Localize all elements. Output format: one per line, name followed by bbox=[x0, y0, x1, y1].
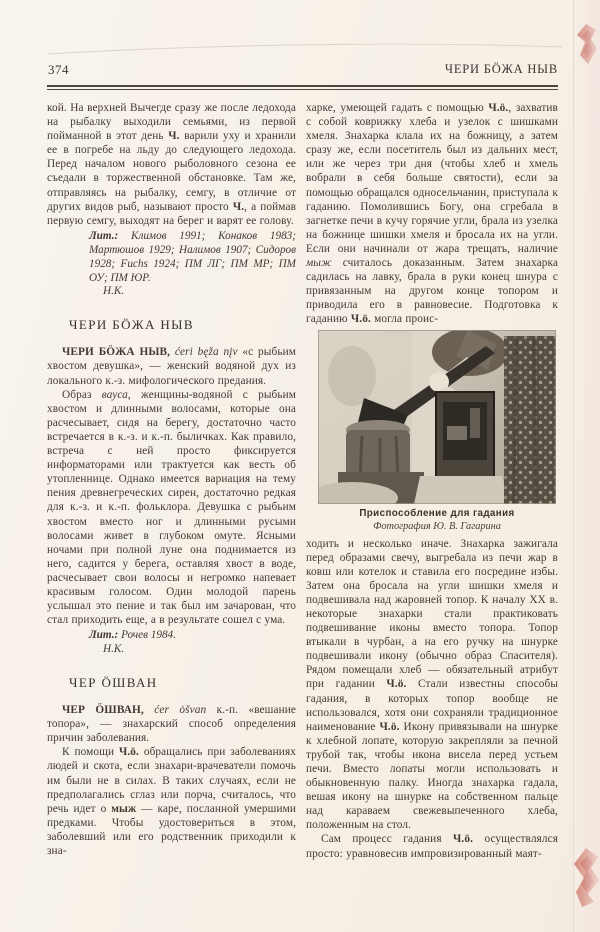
text-segment: Ч.ӧ. bbox=[386, 678, 407, 691]
page-curl-line bbox=[0, 0, 600, 60]
text-segment: , захватив с собой коврижку хлеба и узелок с шишками хмеля. Знахарка клала их на божницу, а затем сразу же, если посетитель был из дальних мест, или же через три дня (чтобы хлеб и хмель вобрали в себя больше святости), если за помощью обращался односельчанин, приступала к гаданию. Помолившись Богу, она сгребала в загнетке печи в кучу горячие угли, брала из узелка на божнице шишки хмеля и бросала их на угли. Если они начинали от жара трещать, наличие bbox=[306, 102, 558, 255]
text-segment: Икону привязывали на шнурке к хлебной лопате, которую закрепляли за печной трубой так, чтобы икона висела перед устьем печи. Вместо лопаты могли использовать и обыкновенную палку. Иногда знахарка гадала, вешая икону на шнурке на собственном пальце над караваем свежевыпеченного хлеба, положенным на стол. bbox=[306, 720, 558, 832]
text-segment: могла проис- bbox=[370, 313, 439, 326]
text-segment: Ч.ӧ. bbox=[453, 833, 474, 846]
header-rule bbox=[47, 85, 558, 90]
red-edge-mark-top-icon bbox=[574, 24, 598, 68]
text-segment: варили уху и хранили ее в погребе на льду до следующего ледохода. Перед началом нового рыболовного сезона ее съедали в торжественной обстановке. Там же, отправляясь на рыбалку, семгу, в отличие от других видов рыб, называют просто bbox=[47, 130, 296, 213]
literature-block bbox=[89, 230, 296, 300]
red-edge-mark-bottom-icon bbox=[572, 848, 600, 908]
text-segment: Климов 1991; Конаков 1983; Мартюшов 1929; Налимов 1907; Сидоров 1928; Fuchs 1924; ПМ ЛГ; ПМ МР; ПМ ОУ; ПМ ЮР. bbox=[89, 229, 296, 284]
text-segment: осуществлялся просто: уравновесив импровизированный маят- bbox=[306, 833, 558, 860]
text-segment: обращались при заболеваниях людей и скота, если знахари-врачеватели помочь им были не в силах. В таких случаях, если не предполагались сглаз или порча, считалось, что речь идет о bbox=[47, 746, 296, 815]
text-segment: харке, умеющей гадать с помощью bbox=[306, 102, 489, 114]
text-segment: — каре, посланной умершими предками. Чтобы удостовериться в этом, заболевший или его родственник приходили к зна- bbox=[47, 802, 296, 857]
right-column bbox=[306, 101, 558, 861]
text-segment: считалось доказанным. Затем знахарка садилась на лавку, брала в руки конец шнура с привязанным на другом конце топором и приводила его в равновесие. Подготовка к гаданию bbox=[306, 257, 558, 326]
entry-body bbox=[47, 388, 296, 628]
text-segment: Ч.ӧ. bbox=[379, 720, 400, 733]
text-segment bbox=[144, 704, 154, 716]
caption-title: Приспособление для гадания bbox=[359, 507, 515, 519]
author-initials: Н.К. bbox=[103, 285, 125, 298]
text-segment: Ч.ӧ. bbox=[118, 746, 139, 759]
caption-credit: Фотография Ю. В. Гагарина bbox=[373, 520, 501, 532]
text-segment: мыж bbox=[111, 802, 137, 815]
text-segment: Лит.: bbox=[89, 229, 119, 242]
text-segment: Ч. bbox=[168, 130, 180, 143]
text-segment: мыж bbox=[306, 257, 332, 270]
text-segment: Образ bbox=[62, 388, 102, 401]
paragraph-continuation bbox=[306, 101, 558, 327]
entry-body bbox=[47, 745, 296, 858]
text-segment: , а поймав первую семгу, выходят на берег и варят ее голову. bbox=[47, 200, 296, 227]
running-head: ЧЕРИ БӦЖА НЫВ bbox=[444, 62, 558, 76]
figure bbox=[318, 330, 556, 533]
stand bbox=[414, 476, 510, 504]
text-segment: Лит.: bbox=[89, 629, 119, 642]
text-segment: Ч. bbox=[232, 200, 245, 213]
text-segment: к.-п. «вешание топора», — знахарский способ определения причин заболевания. bbox=[47, 704, 296, 745]
page-number: 374 bbox=[48, 62, 69, 77]
text-segment: Стали известны способы гадания, в которых топор вообще не использовался, хотя они сохраняли традиционное наименование bbox=[306, 678, 559, 733]
text-segment: Ч.ӧ. bbox=[350, 313, 371, 326]
left-column bbox=[47, 101, 296, 858]
entry-heading-cheri-bozha-nyv: ЧЕРИ БӦЖА НЫВ bbox=[69, 317, 194, 333]
text-segment: вауса bbox=[101, 388, 128, 401]
page-edge-shading bbox=[573, 0, 600, 932]
paragraph-continuation bbox=[47, 101, 296, 228]
text-segment: ЧЕР ӦШВАН, bbox=[62, 704, 144, 717]
text-segment: ćer ȯšvan bbox=[154, 704, 207, 717]
literature-block bbox=[89, 629, 296, 657]
literature-references bbox=[89, 230, 296, 286]
text-segment: Рочев 1984. bbox=[118, 629, 176, 642]
text-segment: кой. На верхней Вычегде сразу же после ледохода на рыбалку выходили семьями, из первой пойманной в этот день bbox=[47, 102, 296, 143]
text-segment: «с рыбьим хвостом девушка», — женский водяной дух из локального к.-з. мифологического предания. bbox=[47, 346, 296, 387]
author-initials: Н.К. bbox=[103, 643, 125, 656]
paragraph bbox=[306, 832, 558, 860]
patterned-curtain bbox=[504, 336, 556, 504]
divination-photo bbox=[318, 330, 556, 504]
literature-references bbox=[89, 629, 296, 643]
photo-caption bbox=[318, 508, 556, 533]
text-segment: К помощи bbox=[62, 746, 119, 759]
text-segment: ходить и несколько иначе. Знахарка зажигала перед образами свечу, выгребала из печи жар в ковш или котелок и ставила его посредине избы. Затем она бросала на угли шишки хмеля и подвешивала над жаровней топор. К началу XX в. некоторые знахарки стали практиковать подвешивание иконы вместо топора. Топор втыкали в чурбан, а на его ручку на шнурке подвешивали икону (обычно образ Спасителя). Рядом помещали хлеб — обязательный атрибут при гадании bbox=[306, 537, 558, 691]
text-segment: Ч.ӧ. bbox=[488, 102, 509, 114]
entry-definition bbox=[47, 345, 296, 387]
text-segment: ЧЕРИ БӦЖА НЫВ, bbox=[62, 346, 171, 359]
text-segment: , женщины-водяной с рыбьим хвостом и длинными волосами, которые она расчесывает, сидя на берегу, достаточно часто встречается в к.-з. и к.-п. быличках. Как правило, встреча с ней просто фиксируется информаторами или трактуется как весть об утопленнице. Однако имеется вариация на тему пения древнегреческих сирен, достаточно редкая для к.-з. и к.-п. фольклора. Девушка с рыбьим хвостом вместо ног и длинными русыми волосами живет в глубоком омуте. Ясными ночами при полной луне она поднимается из него, садится у берега, оставляя хвост в воде, расчесывает свои волосы и негромко напевает красивым голосом. Один молодой парень услышал это пение и так был им зачарован, что стал приходить еще, а в результате сошел с ума. bbox=[47, 388, 296, 627]
entry-definition bbox=[47, 703, 296, 745]
text-segment: ćeri bęža nįv bbox=[174, 346, 238, 359]
paragraph-continuation bbox=[306, 537, 558, 833]
entry-heading-cher-oshvan: ЧЕР ӦШВАН bbox=[69, 675, 158, 691]
text-segment: Сам процесс гадания bbox=[321, 833, 454, 846]
